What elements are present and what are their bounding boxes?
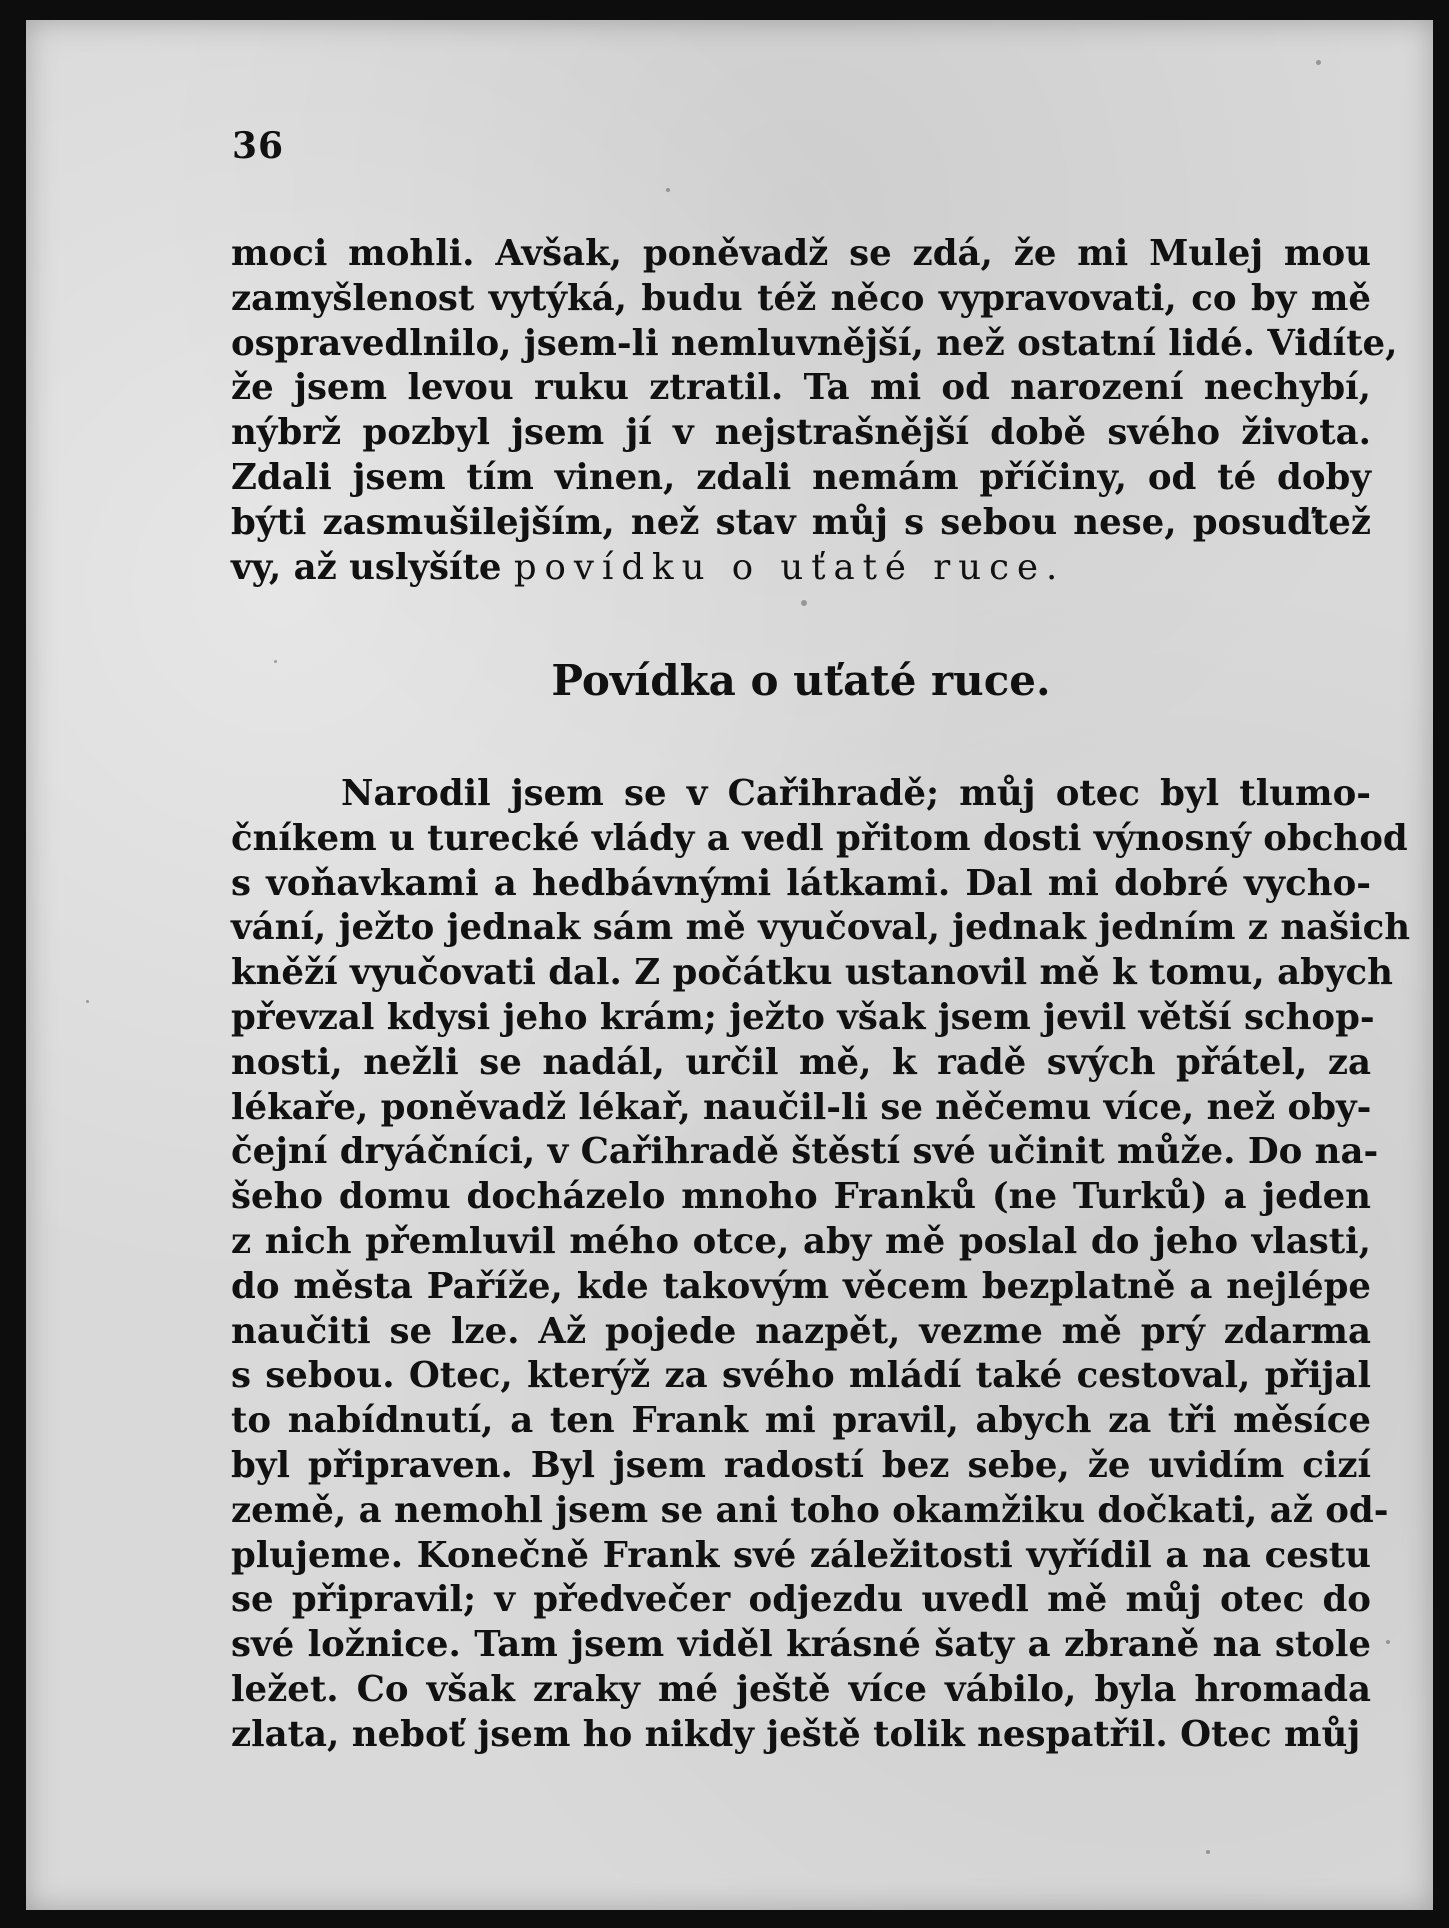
spaced-title-reference: povídku o uťaté ruce.	[513, 546, 1066, 588]
scan-speck	[666, 188, 670, 192]
text-line: s sebou. Otec, kterýž za svého mládí také cestoval, přijal	[231, 1355, 1371, 1397]
text-line: země, a nemohl jsem se ani toho okamžiku dočkati, až od-	[231, 1489, 1389, 1531]
story-paragraph	[231, 772, 1411, 1758]
text-line: své ložnice. Tam jsem viděl krásné šaty a zbraně na stole	[231, 1624, 1371, 1666]
page-number: 36	[232, 125, 285, 167]
text-line: nosti, nežli se nadál, určil mě, k radě svých přátel, za	[231, 1041, 1371, 1083]
text-line: čejní dryáčníci, v Cařihradě štěstí své učinit může. Do na-	[231, 1131, 1379, 1173]
scan-speck	[1386, 1640, 1390, 1644]
text-line: s voňavkami a hedbávnými látkami. Dal mi dobré vycho-	[231, 862, 1371, 904]
text-line: nýbrž pozbyl jsem jí v nejstrašnější době svého života.	[231, 412, 1371, 454]
text-line: zlata, neboť jsem ho nikdy ještě tolik nespatřil. Otec můj	[231, 1713, 1361, 1755]
scanned-page	[26, 20, 1433, 1910]
text-line: ležet. Co však zraky mé ještě více vábilo, byla hromada	[231, 1668, 1371, 1710]
text-line: lékaře, poněvadž lékař, naučil-li se něčemu více, než oby-	[231, 1086, 1372, 1128]
text-line: z nich přemluvil mého otce, aby mě poslal do jeho vlasti,	[231, 1220, 1371, 1262]
text-line: býti zasmušilejším, než stav můj s sebou nese, posuďtež	[231, 501, 1371, 543]
text-line: do města Paříže, kde takovým věcem bezplatně a nejlépe	[231, 1265, 1371, 1307]
text-line: kněží vyučovati dal. Z počátku ustanovil mě k tomu, abych	[231, 952, 1393, 994]
text-line-first	[231, 772, 1371, 817]
text-line: převzal kdysi jeho krám; ježto však jsem jevil větší schop-	[231, 996, 1375, 1038]
scan-speck	[274, 660, 277, 663]
scan-speck	[1316, 60, 1321, 65]
text-line: vání, ježto jednak sám mě vyučoval, jednak jedním z našich	[231, 907, 1411, 949]
text-line: šeho domu docházelo mnoho Franků (ne Turků) a jeden	[231, 1176, 1371, 1218]
story-heading: Povídka o uťaté ruce.	[551, 656, 1051, 705]
text-line: se připravil; v předvečer odjezdu uvedl mě můj otec do	[231, 1579, 1371, 1621]
text-line: ospravedlnilo, jsem-li nemluvnější, než ostatní lidé. Vidíte,	[231, 322, 1398, 364]
text-line: moci mohli. Avšak, poněvadž se zdá, že mi Mulej mou	[231, 233, 1371, 274]
text-line-prefix: vy, až uslyšíte	[231, 546, 502, 588]
text-line: čníkem u turecké vlády a vedl přitom dosti výnosný obchod	[231, 817, 1408, 859]
text-line: že jsem levou ruku ztratil. Ta mi od narození nechybí,	[231, 367, 1371, 409]
text-line-last	[231, 546, 1371, 591]
text-line: to nabídnutí, a ten Frank mi pravil, abych za tři měsíce	[231, 1400, 1371, 1442]
text-line: naučiti se lze. Až pojede nazpět, vezme mě prý zdarma	[231, 1310, 1371, 1352]
text-line: plujeme. Konečně Frank své záležitosti vyřídil a na cestu	[231, 1534, 1371, 1576]
intro-paragraph	[231, 232, 1398, 590]
text-line: zamyšlenost vytýká, budu též něco vypravovati, co by mě	[231, 277, 1371, 319]
scan-speck	[801, 600, 807, 606]
text-line: Zdali jsem tím vinen, zdali nemám příčiny, od té doby	[231, 456, 1371, 498]
scan-speck	[86, 1000, 89, 1003]
scan-speck	[1206, 1850, 1210, 1854]
text-line: byl připraven. Byl jsem radostí bez sebe, že uvidím cizí	[231, 1444, 1371, 1486]
text-line-first-content: Narodil jsem se v Cařihradě; můj otec byl tlumo-	[341, 773, 1371, 814]
